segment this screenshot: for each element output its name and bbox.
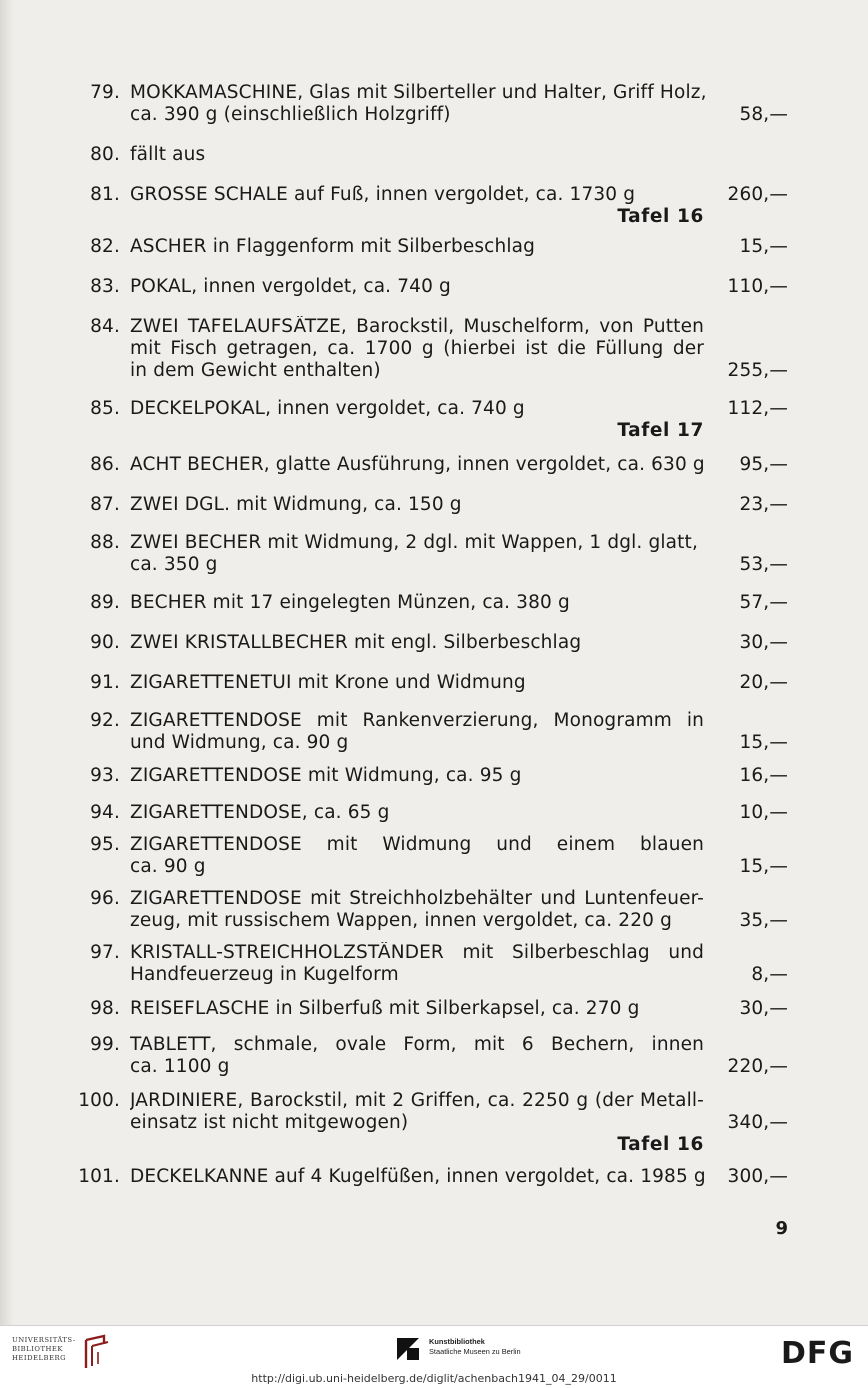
entry-line: ZIGARETTENDOSE mit Widmung und einem blauen xyxy=(130,834,704,855)
entry-line: ca. 350 g xyxy=(130,554,218,575)
entry-number: 80. xyxy=(90,144,120,165)
catalog-entry xyxy=(0,1166,868,1188)
entry-description xyxy=(130,494,704,516)
entry-description xyxy=(130,592,704,614)
entry-description xyxy=(130,1090,704,1156)
entry-line: ZWEI DGL. mit Widmung, ca. 150 g xyxy=(130,494,462,515)
entry-description xyxy=(130,82,707,126)
entry-description xyxy=(130,1166,704,1188)
entry-price: 112,— xyxy=(727,398,788,419)
entry-description xyxy=(130,276,704,298)
entry-number: 79. xyxy=(90,82,120,103)
entry-line: KRISTALL-STREICHHOLZSTÄNDER mit Silberbeschlag und xyxy=(130,942,704,963)
heidelberg-emblem-icon xyxy=(80,1334,112,1370)
university-library-name: UNIVERSITÄTS- BIBLIOTHEK HEIDELBERG xyxy=(12,1336,76,1362)
entry-line: ZWEI TAFELAUFSÄTZE, Barockstil, Muschelform, von Putten xyxy=(130,316,704,337)
entry-price: 260,— xyxy=(727,184,788,205)
catalog-entry xyxy=(0,672,868,694)
kunstbibliothek-text: Kunstbibliothek Staatliche Museen zu Berlin xyxy=(429,1337,521,1356)
entry-line: ZWEI KRISTALLBECHER mit engl. Silberbeschlag xyxy=(130,632,582,653)
entry-price: 20,— xyxy=(739,672,788,693)
catalog-entry xyxy=(0,834,868,878)
entry-number: 89. xyxy=(90,592,120,613)
entry-number: 81. xyxy=(90,184,120,205)
entry-description xyxy=(130,710,704,754)
entry-line: ca. 390 g (einschließlich Holzgriff) xyxy=(130,104,451,125)
entry-line: fällt aus xyxy=(130,144,206,165)
entry-number: 100. xyxy=(78,1090,120,1111)
catalog-entry xyxy=(0,236,868,258)
catalog-entry xyxy=(0,82,868,126)
entry-price: 8,— xyxy=(751,964,788,985)
catalog-entry xyxy=(0,802,868,824)
entry-number: 91. xyxy=(90,672,120,693)
entry-description xyxy=(130,184,704,228)
entry-description xyxy=(130,144,704,166)
entry-line: ZIGARETTENDOSE mit Streichholzbehälter und Luntenfeuer- xyxy=(130,888,704,909)
catalog-entry xyxy=(0,532,868,576)
entry-price: 30,— xyxy=(739,632,788,653)
catalog-entry xyxy=(0,1090,868,1156)
entry-line: JARDINIERE, Barockstil, mit 2 Griffen, ca. 2250 g (der Metall- xyxy=(130,1090,704,1111)
entry-price: 15,— xyxy=(739,236,788,257)
entry-description xyxy=(130,532,704,576)
entry-price: 300,— xyxy=(727,1166,788,1187)
kunstbibliothek-logo[interactable] xyxy=(395,1334,555,1366)
entry-price: 110,— xyxy=(727,276,788,297)
heidelberg-library-logo[interactable] xyxy=(12,1334,112,1370)
catalog-entry xyxy=(0,888,868,932)
entry-number: 90. xyxy=(90,632,120,653)
entry-price: 15,— xyxy=(739,732,788,753)
entry-line: ca. 1100 g xyxy=(130,1056,230,1077)
entry-price: 255,— xyxy=(727,360,788,381)
entry-line: mit Fisch getragen, ca. 1700 g (hierbei ist die Füllung der xyxy=(130,338,704,359)
entry-line: ZIGARETTENDOSE mit Widmung, ca. 95 g xyxy=(130,765,522,786)
catalog-entry xyxy=(0,316,868,382)
entry-description xyxy=(130,834,704,878)
catalog-entry xyxy=(0,942,868,986)
source-url[interactable]: http://digi.ub.uni-heidelberg.de/diglit/achenbach1941_04_29/0011 xyxy=(251,1372,617,1385)
entry-line: ACHT BECHER, glatte Ausführung, innen vergoldet, ca. 630 g xyxy=(130,454,705,475)
entry-line: ZIGARETTENDOSE, ca. 65 g xyxy=(130,802,390,823)
plate-reference: Tafel 16 xyxy=(617,206,704,227)
catalog-entry xyxy=(0,710,868,754)
digitization-footer xyxy=(0,1325,868,1388)
entry-price: 35,— xyxy=(739,910,788,931)
entry-price: 10,— xyxy=(739,802,788,823)
entry-line: und Widmung, ca. 90 g xyxy=(130,732,349,753)
dfg-logo[interactable]: DFG xyxy=(780,1336,854,1371)
entry-price: 30,— xyxy=(739,998,788,1019)
entry-description xyxy=(130,454,704,476)
entry-line: ZIGARETTENETUI mit Krone und Widmung xyxy=(130,672,526,693)
entry-number: 93. xyxy=(90,765,120,786)
catalog-entry xyxy=(0,276,868,298)
entry-price: 340,— xyxy=(727,1112,788,1133)
entry-description xyxy=(130,888,704,932)
catalog-entry xyxy=(0,184,868,228)
catalog-entry xyxy=(0,765,868,787)
kunstbibliothek-mark-icon xyxy=(395,1336,421,1362)
entry-description xyxy=(130,236,704,258)
entry-line: zeug, mit russischem Wappen, innen vergoldet, ca. 220 g xyxy=(130,910,672,931)
entry-line: POKAL, innen vergoldet, ca. 740 g xyxy=(130,276,451,297)
entry-number: 92. xyxy=(90,710,120,731)
entry-line: ZIGARETTENDOSE mit Rankenverzierung, Monogramm in xyxy=(130,710,704,731)
catalog-entry xyxy=(0,998,868,1020)
entry-price: 220,— xyxy=(727,1056,788,1077)
catalog-entry xyxy=(0,494,868,516)
entry-number: 82. xyxy=(90,236,120,257)
plate-reference: Tafel 16 xyxy=(617,1134,704,1155)
entry-number: 96. xyxy=(90,888,120,909)
entry-number: 86. xyxy=(90,454,120,475)
entry-price: 58,— xyxy=(739,104,788,125)
entry-line: DECKELKANNE auf 4 Kugelfüßen, innen vergoldet, ca. 1985 g xyxy=(130,1166,706,1187)
catalog-entry xyxy=(0,144,868,166)
entry-description xyxy=(130,632,704,654)
page-number: 9 xyxy=(775,1218,788,1239)
entry-description xyxy=(130,765,704,787)
entry-price: 53,— xyxy=(739,554,788,575)
entry-line: Handfeuerzeug in Kugelform xyxy=(130,964,399,985)
entry-price: 57,— xyxy=(739,592,788,613)
entry-description xyxy=(130,942,704,986)
entry-line: DECKELPOKAL, innen vergoldet, ca. 740 g xyxy=(130,398,525,419)
entry-number: 87. xyxy=(90,494,120,515)
entry-price: 16,— xyxy=(739,765,788,786)
catalog-entry xyxy=(0,1034,868,1078)
entry-number: 97. xyxy=(90,942,120,963)
entry-number: 95. xyxy=(90,834,120,855)
entry-price: 23,— xyxy=(739,494,788,515)
entry-price: 15,— xyxy=(739,856,788,877)
entry-number: 99. xyxy=(90,1034,120,1055)
entry-description xyxy=(130,316,704,382)
entry-number: 88. xyxy=(90,532,120,553)
entry-number: 84. xyxy=(90,316,120,337)
entry-line: GROSSE SCHALE auf Fuß, innen vergoldet, ca. 1730 g xyxy=(130,184,636,205)
entry-description xyxy=(130,998,704,1020)
entry-number: 83. xyxy=(90,276,120,297)
entry-number: 98. xyxy=(90,998,120,1019)
entry-description xyxy=(130,802,704,824)
entry-number: 85. xyxy=(90,398,120,419)
entry-line: REISEFLASCHE in Silberfuß mit Silberkapsel, ca. 270 g xyxy=(130,998,640,1019)
entry-line: einsatz ist nicht mitgewogen) xyxy=(130,1112,409,1133)
entry-line: BECHER mit 17 eingelegten Münzen, ca. 380 g xyxy=(130,592,570,613)
catalog-entry xyxy=(0,398,868,442)
catalog-entry xyxy=(0,454,868,476)
entry-description xyxy=(130,672,704,694)
entry-price: 95,— xyxy=(739,454,788,475)
plate-reference: Tafel 17 xyxy=(617,420,704,441)
entry-line: MOKKAMASCHINE, Glas mit Silberteller und Halter, Griff Holz, xyxy=(130,82,707,103)
entry-line: ZWEI BECHER mit Widmung, 2 dgl. mit Wappen, 1 dgl. glatt, xyxy=(130,532,698,553)
entry-description xyxy=(130,1034,704,1078)
entry-line: ca. 90 g xyxy=(130,856,206,877)
entry-line: TABLETT, schmale, ovale Form, mit 6 Bechern, innen xyxy=(130,1034,704,1055)
entry-description xyxy=(130,398,704,442)
catalog-entry xyxy=(0,632,868,654)
catalog-entry xyxy=(0,592,868,614)
entry-number: 101. xyxy=(78,1166,120,1187)
entry-line: in dem Gewicht enthalten) xyxy=(130,360,381,381)
entry-line: ASCHER in Flaggenform mit Silberbeschlag xyxy=(130,236,536,257)
entry-number: 94. xyxy=(90,802,120,823)
